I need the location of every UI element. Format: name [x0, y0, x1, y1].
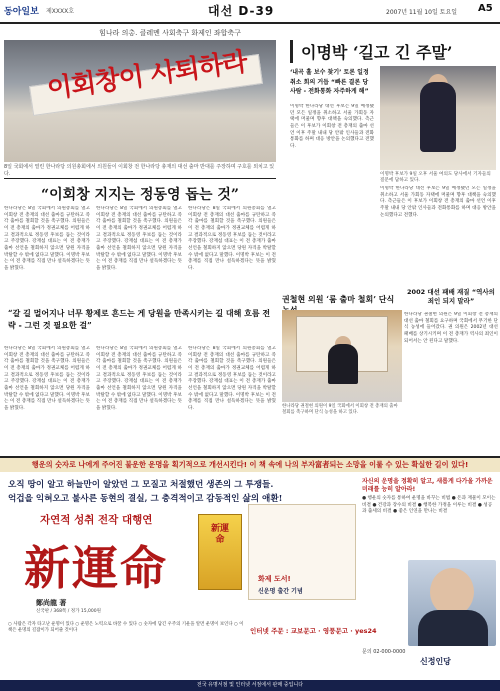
article-body-column-4: 한나라당은 8일 국회에서 의원총회를 열고 이회창 전 총재의 대선 출마를 규탄하고 즉각 출마를 철회할 것을 촉구했다. 의원들은 이 전 총재의 출마가 정권교체를 어렵게 하고 결과적으로 정동영 후보를 돕는 것이라고 주장했다. 강재섭 대표는 이 전 총재가 출마 선언을 철회하지 않으면 당원 자격을 박탈할 수 밖에 없다고 말했다. 이명박 후보는 이 전 총재를 직접 만나 설득하겠다는 뜻을 밝혔다. — [4, 346, 90, 411]
ad-quote-1: 오직 땅이 알고 하늘만이 알았던 그 모질고 처절했던 생존의 그 투쟁들. — [8, 480, 274, 490]
ad-book-cover-text: 新運命 — [210, 524, 229, 545]
ad-banner: 행운의 숫자로 나에게 주어진 불운한 운명을 획기적으로 개선시킨다! 이 책 속에 나의 부자富者되는 소망을 이룰 수 있는 확실한 길이 있다! — [0, 458, 500, 472]
article-body-column-2: 한나라당은 8일 국회에서 의원총회를 열고 이회창 전 총재의 대선 출마를 규탄하고 즉각 출마를 철회할 것을 촉구했다. 의원들은 이 전 총재의 출마가 정권교체를 어렵게 하고 결과적으로 정동영 후보를 돕는 것이라고 주장했다. 강재섭 대표는 이 전 총재가 출마 선언을 철회하지 않으면 당원 자격을 박탈할 수 밖에 없다고 말했다. 이명박 후보는 이 전 총재를 직접 만나 설득하겠다는 뜻을 밝혔다. — [96, 206, 182, 271]
ad-right-bullets: ● 행운의 숫자를 통하여 운명을 바꾸는 비법 ● 돈과 재물이 모이는 비결 ● 건강과 장수의 비결 ● 행복한 가정을 이루는 비결 ● 성공과 출세의 비결 ● 좋은 인연을 만나는 비결 — [362, 496, 496, 515]
newspaper-name: 동아일보 — [4, 7, 39, 17]
rally-banner-text: 이회창이 사퇴하라 — [45, 47, 249, 105]
lee-photo-figure — [420, 82, 456, 152]
issue-number: 제XXXX호 — [46, 8, 75, 15]
article-body-column-1: 한나라당은 8일 국회에서 의원총회를 열고 이회창 전 총재의 대선 출마를 규탄하고 즉각 출마를 철회할 것을 촉구했다. 의원들은 이 전 총재의 출마가 정권교체를 어렵게 하고 결과적으로 정동영 후보를 돕는 것이라고 주장했다. 강재섭 대표는 이 전 총재가 출마 선언을 철회하지 않으면 당원 자격을 박탈할 수 밖에 없다고 말했다. 이명박 후보는 이 전 총재를 직접 만나 설득하겠다는 뜻을 밝혔다. — [4, 206, 90, 271]
ad-publisher: 신정인당 — [420, 657, 451, 666]
ad-author-photo-suit — [418, 610, 488, 646]
ad-left-bullets: ○ 사람은 각자 타고난 운명이 있다 ○ 운명은 노력으로 바꿀 수 있다 ○ 숫자에 담긴 우주의 기운을 알면 운명이 보인다 ○ 이 책은 운명의 길잡이가 되어줄 것이다 — [8, 622, 244, 634]
subhead-lee-myung-bak: ‘내곡 홀 보수 찾기’ 토론 일정 취소 회의 거듭 “빠른 결론 당 사람 - 전화통화 자주하게 해” — [290, 69, 369, 96]
issue-date: 2007년 11월 10일 토요일 — [386, 9, 458, 16]
section-title: 대선 D-39 — [208, 4, 275, 18]
kwon-article-body: 한나라당 권철현 의원은 9일 이회창 전 총재의 대선 출마 철회를 요구하며 국회에서 무기한 단식 농성에 들어갔다. 권 의원은 2002년 대선 패배를 상기시키며 이 전 총재가 역사의 죄인이 되어서는 안 된다고 말했다. — [404, 312, 498, 344]
ad-order-site: 인터넷 주문 : 교보문고 · 영풍문고 · yes24 — [250, 627, 377, 635]
ad-footer: 전국 유명서점 및 인터넷 서점에서 판매 중입니다 — [0, 680, 500, 691]
sub-headline: “갈 길 멀어지나 너무 황제로 흔드는 게 당원을 만족시키는 길 대해 흐름 전략 - 그런 것 필요한 걸” — [8, 308, 271, 330]
headline-kwon: 권철현 의원 ‘룸 출마 철회’ 단식 — [282, 294, 395, 304]
ad-hot-label: 화제 도서! — [258, 575, 291, 583]
ad-author-photo-face — [430, 568, 474, 616]
right-article-body-2: 이명박 한나라당 대선 후보는 9일 예정됐던 모든 일정을 취소하고 서울 가회동 자택에 머물며 향후 대책을 숙의했다. 측근들은 이 후보가 이회창 전 총재의 출마 선언 이후 주말 내내 당 안팎 인사들과 전화통화를 하며 대응 방안을 논의했다고 전했다. — [380, 186, 496, 218]
right-article-body-1: 이명박 한나라당 대선 후보는 9일 예정됐던 모든 일정을 취소하고 서울 가회동 자택에 머물며 향후 대책을 숙의했다. 측근들은 이 후보가 이회창 전 총재의 출마 선언 이후 주말 내내 당 안팎 인사들과 전화통화를 하며 대응 방안을 논의했다고 전했다. — [290, 104, 374, 149]
article-body-column-5: 한나라당은 8일 국회에서 의원총회를 열고 이회창 전 총재의 대선 출마를 규탄하고 즉각 출마를 철회할 것을 촉구했다. 의원들은 이 전 총재의 출마가 정권교체를 어렵게 하고 결과적으로 정동영 후보를 돕는 것이라고 주장했다. 강재섭 대표는 이 전 총재가 출마 선언을 철회하지 않으면 당원 자격을 박탈할 수 밖에 없다고 말했다. 이명박 후보는 이 전 총재를 직접 만나 설득하겠다는 뜻을 밝혔다. — [96, 346, 182, 411]
ad-right-headline: 자신의 운명을 정확히 알고, 새롭게 다가올 가까운 미래를 능히 알아라! — [362, 478, 493, 494]
kwon-photo-figure — [328, 344, 358, 384]
ad-author-note: 신국판 / 368쪽 / 정가 15,000원 — [36, 609, 101, 614]
article-body-column-3: 한나라당은 8일 국회에서 의원총회를 열고 이회창 전 총재의 대선 출마를 규탄하고 즉각 출마를 철회할 것을 촉구했다. 의원들은 이 전 총재의 출마가 정권교체를 어렵게 하고 결과적으로 정동영 후보를 돕는 것이라고 주장했다. 강재섭 대표는 이 전 총재가 출마 선언을 철회하지 않으면 당원 자격을 박탈할 수 밖에 없다고 말했다. 이명박 후보는 이 전 총재를 직접 만나 설득하겠다는 뜻을 밝혔다. — [188, 206, 276, 271]
side-title-2002: 2002 대선 패배 재질 “역사의 죄인 되지 말라” — [407, 288, 495, 306]
rally-photo-caption: 8일 국회에서 열린 한나라당 의원총회에서 의원들이 이회창 전 한나라당 총재의 대선 출마 반대를 주장하며 구호를 외치고 있다. — [4, 164, 275, 177]
ad-book-subtitle: 자연적 성취 전작 대행연 — [40, 514, 153, 526]
headline-lee-myung-bak: 이명박 ‘길고 긴 주말’ — [290, 40, 496, 63]
article-body-column-6: 한나라당은 8일 국회에서 의원총회를 열고 이회창 전 총재의 대선 출마를 규탄하고 즉각 출마를 철회할 것을 촉구했다. 의원들은 이 전 총재의 출마가 정권교체를 어렵게 하고 결과적으로 정동영 후보를 돕는 것이라고 주장했다. 강재섭 대표는 이 전 총재가 출마 선언을 철회하지 않으면 당원 자격을 박탈할 수 밖에 없다고 말했다. 이명박 후보는 이 전 총재를 직접 만나 설득하겠다는 뜻을 밝혔다. — [188, 346, 276, 411]
lee-photo-caption: 이명박 후보가 9일 오후 서울 여의도 당사에서 기자들의 질문에 답하고 있다. — [380, 172, 491, 183]
headline-lee-hoi-chang: “이회창 지지는 정동영 돕는 것” — [4, 178, 276, 204]
ad-price: 신운명 출간 기념 — [258, 588, 303, 595]
kwon-photo-caption: 한나라당 권철현 의원이 9일 국회에서 이회창 전 총재의 출마 철회를 촉구하며 단식 농성을 하고 있다. — [282, 404, 398, 415]
photo-top-caption: 힘나라 의총. 클레멘 사회축구 화제인 좌합축구 — [99, 29, 241, 37]
page-number: A5 — [478, 3, 493, 14]
ad-book-title: 新運命 — [24, 541, 168, 595]
ad-quote-2: 억겁을 익혀오고 불사른 동현의 결실, 그 충격적이고 감동적인 삶의 애환! — [8, 494, 283, 504]
ad-phone: 문의 02-000-0000 — [362, 649, 406, 655]
ad-author: 鄭尚龍 著 — [36, 599, 67, 607]
